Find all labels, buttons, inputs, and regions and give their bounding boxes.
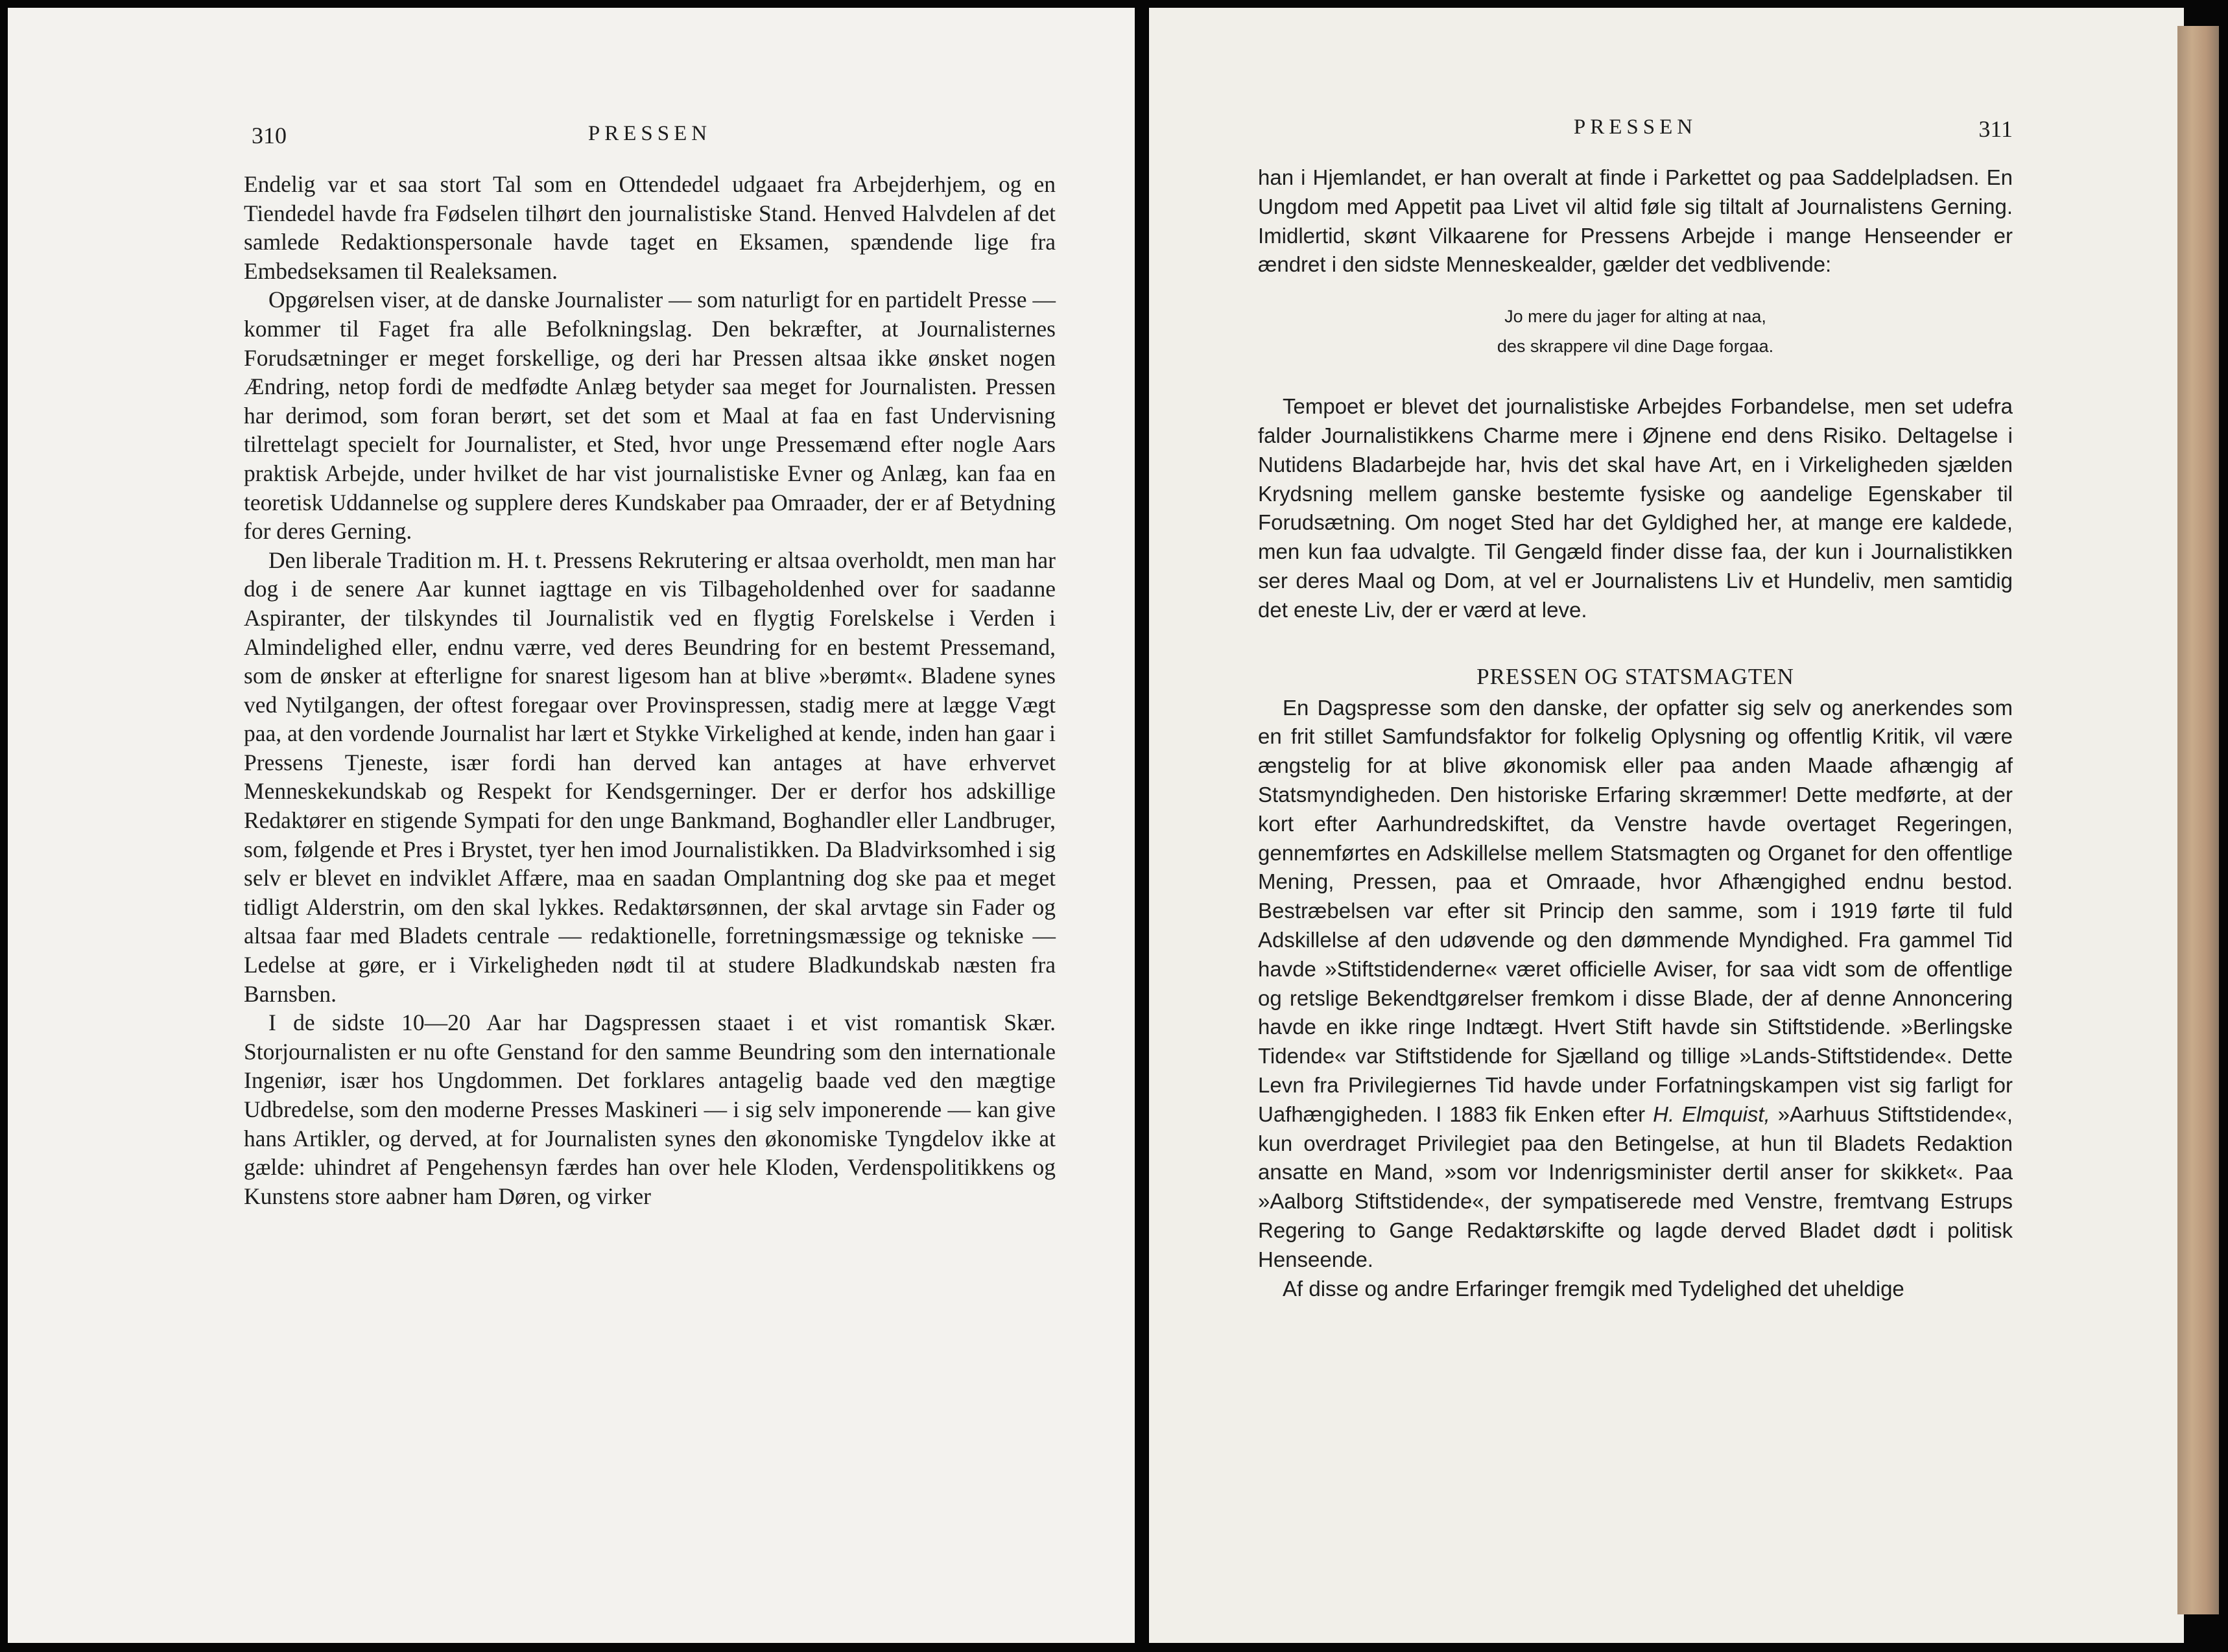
running-header-right: [1258, 115, 2013, 154]
right-page: [1149, 8, 2184, 1643]
right-page-body: [1258, 163, 2013, 1303]
italic-name: H. Elmquist,: [1653, 1102, 1770, 1126]
left-page-body: [244, 170, 1056, 1210]
paragraph: Den liberale Tradition m. H. t. Pressens Rekrutering er altsaa overholdt, men man har dog i de senere Aar kunnet iagttage en vis Tilbageholdenhed over for saadanne Aspiranter, der tilskyndes til Journalistik ved en flygtig Forelskelse i Verden i Almindelighed eller, endnu værre, ved deres Beundring for en bestemt Pressemand, som de ønsker at efterligne for snarest ligesom han at blive »berømt«. Bladene synes ved Nytilgangen, der oftest foregaar over Provinspressen, stadig mere at lægge Vægt paa, at den vordende Journalist har lært et Stykke Virkelighed at kende, inden han gaar i Pressens Tjeneste, især fordi han derved kan antages at have erhvervet Menneskekundskab og Respekt for Kendsgerninger. Der er derfor hos adskillige Redaktører en stigende Sympati for den unge Bankmand, Boghandler eller Landbruger, som, følgende et Pres i Brystet, tyer hen imod Journalistikken. Da Bladvirksomhed i sig selv er blevet en indviklet Affære, maa en saadan Omplantning dog ske paa et meget tidligt Alderstrin, om den skal lykkes. Redaktørsønnen, der skal arvtage sin Fader og altsaa faar med Bladets centrale — redaktionelle, forretningsmæssige og tekniske — Ledelse at gøre, er i Virkeligheden nødt til at studere Bladkundskab næsten fra Barnsben.: [244, 547, 1056, 1007]
page-number-left: 310: [252, 123, 287, 148]
paragraph: Af disse og andre Erfaringer fremgik med Tydelighed det uheldige: [1283, 1276, 1904, 1301]
paragraph: Opgørelsen viser, at de danske Journalister — som naturligt for en partidelt Presse — kommer til Faget fra alle Befolkningslag. Den bekræfter, at Journalisternes Forudsætninger er meget forskellige, og deri har Pressen altsaa ikke ønsket nogen Ændring, netop fordi de medfødte Anlæg betyder saa meget for Journalisten. Pressen har derimod, som foran berørt, set det som et Maal at faa en fast Undervisning tilrettelagt specielt for Journalister, et Sted, hvor unge Pressemænd efter nogle Aars praktisk Arbejde, under hvilket de har vist journalistiske Evner og Anlæg, kan faa en teoretisk Uddannelse og supplere deres Kundskaber paa Omraader, der er af Betydning for deres Gerning.: [244, 287, 1056, 545]
paragraph: [1258, 694, 2013, 1275]
verse-line: Jo mere du jager for alting at naa,: [1504, 307, 1766, 327]
verse-quote: [1258, 301, 2013, 361]
running-header-left: [244, 122, 1056, 161]
paragraph: Endelig var et saa stort Tal som en Ottendedel udgaaet fra Arbejderhjem, og en Tiendedel havde fra Fødselen tilhørt den journalistiske Stand. Henved Halvdelen af det samlede Redaktionspersonale havde taget en Eksamen, spændende lige fra Embedseksamen til Realeksamen.: [244, 171, 1056, 284]
paragraph: han i Hjemlandet, er han overalt at finde i Parkettet og paa Saddelpladsen. En Ungdom med Appetit paa Livet vil altid føle sig tiltalt af Journalistens Gerning. Imidlertid, skønt Vilkaarene for Pressens Arbejde i mange Henseender er ændret i den sidste Menneskealder, gælder det vedblivende:: [1258, 165, 2013, 277]
page-number-right: 311: [1978, 116, 2013, 142]
verse-line: des skrappere vil dine Dage forgaa.: [1497, 336, 1774, 357]
section-heading: PRESSEN OG STATSMAGTEN: [1476, 663, 1794, 689]
paragraph: Tempoet er blevet det journalistiske Arbejdes Forbandelse, men set udefra falder Journalistikkens Charme mere i Øjnene end dens Risiko. Deltagelse i Nutidens Bladarbejde har, hvis det skal have Art, en i Virkeligheden sjælden Krydsning mellem ganske bestemte fysiske og aandelige Egenskaber til Forudsætning. Om noget Sted har det Gyldighed her, at mange ere kaldede, men kun faa udvalgte. Til Gengæld finder disse faa, der kun i Journalistikken ser deres Maal og Dom, at vel er Journalistens Liv et Hundeliv, men samtidig det eneste Liv, der er værd at leve.: [1258, 394, 2013, 622]
paragraph-text: En Dagspresse som den danske, der opfatter sig selv og anerkendes som en frit stillet Samfundsfaktor for folkelig Oplysning og offentlig Kritik, vil være ængstelig for at blive økonomisk eller paa anden Maade afhængig af Statsmyndigheden. Den historiske Erfaring skræmmer! Dette medførte, at der kort efter Aarhundredskiftet, da Venstre havde overtaget Regeringen, gennemførtes en Adskillelse mellem Statsmagten og Organet for den offentlige Mening, Pressen, paa et Omraade, hvor Afhængighed endnu bestod. Bestræbelsen var efter sit Princip den samme, som i 1919 førte til fuld Adskillelse af den udøvende og den dømmende Myndighed. Fra gammel Tid havde »Stiftstidenderne« været officielle Aviser, for saa vidt som de offentlige og retslige Bekendtgørelser fremkom i disse Blade, der af denne Annoncering havde en ikke ringe Indtægt. Hvert Stift havde sin Stiftstidende. »Berlingske Tidende« var Stiftstidende for Sjælland og tillige »Lands-Stiftstidende«. Dette Levn fra Privilegiernes Tid havde under Forfatningskampen vist sig farligt for Uafhængigheden. I 1883 fik Enken efter: [1258, 695, 2013, 1126]
paragraph-text: »Aarhuus Stiftstidende«, kun overdraget Privilegiet paa den Betingelse, at hun til Bladets Redaktion ansatte en Mand, »som vor Indenrigsminister dertil anser for skikket«. Paa »Aalborg Stiftstidende«, der sympatiserede med Venstre, fremtvang Estrups Regering to Gange Redaktørskifte og lagde derved Bladet dødt i politisk Henseende.: [1258, 1102, 2013, 1271]
paragraph: I de sidste 10—20 Aar har Dagspressen staaet i et vist romantisk Skær. Storjournalisten er nu ofte Genstand for den samme Beundring som den internationale Ingeniør, især hos Ungdommen. Det forklares antagelig baade ved den mægtige Udbredelse, som den moderne Presses Maskineri — i sig selv imponerende — kan give hans Artikler, og derved, at for Journalisten synes den økonomiske Tyngdelov ikke at gælde: uhindret af Pengehensyn færdes han over hele Kloden, Verdenspolitikkens og Kunstens store aabner ham Døren, og virker: [244, 1009, 1056, 1209]
running-head-title-right: PRESSEN: [1573, 115, 1698, 139]
running-head-title-left: PRESSEN: [587, 122, 712, 145]
book-edge: [2177, 26, 2219, 1614]
left-page: [8, 8, 1135, 1643]
